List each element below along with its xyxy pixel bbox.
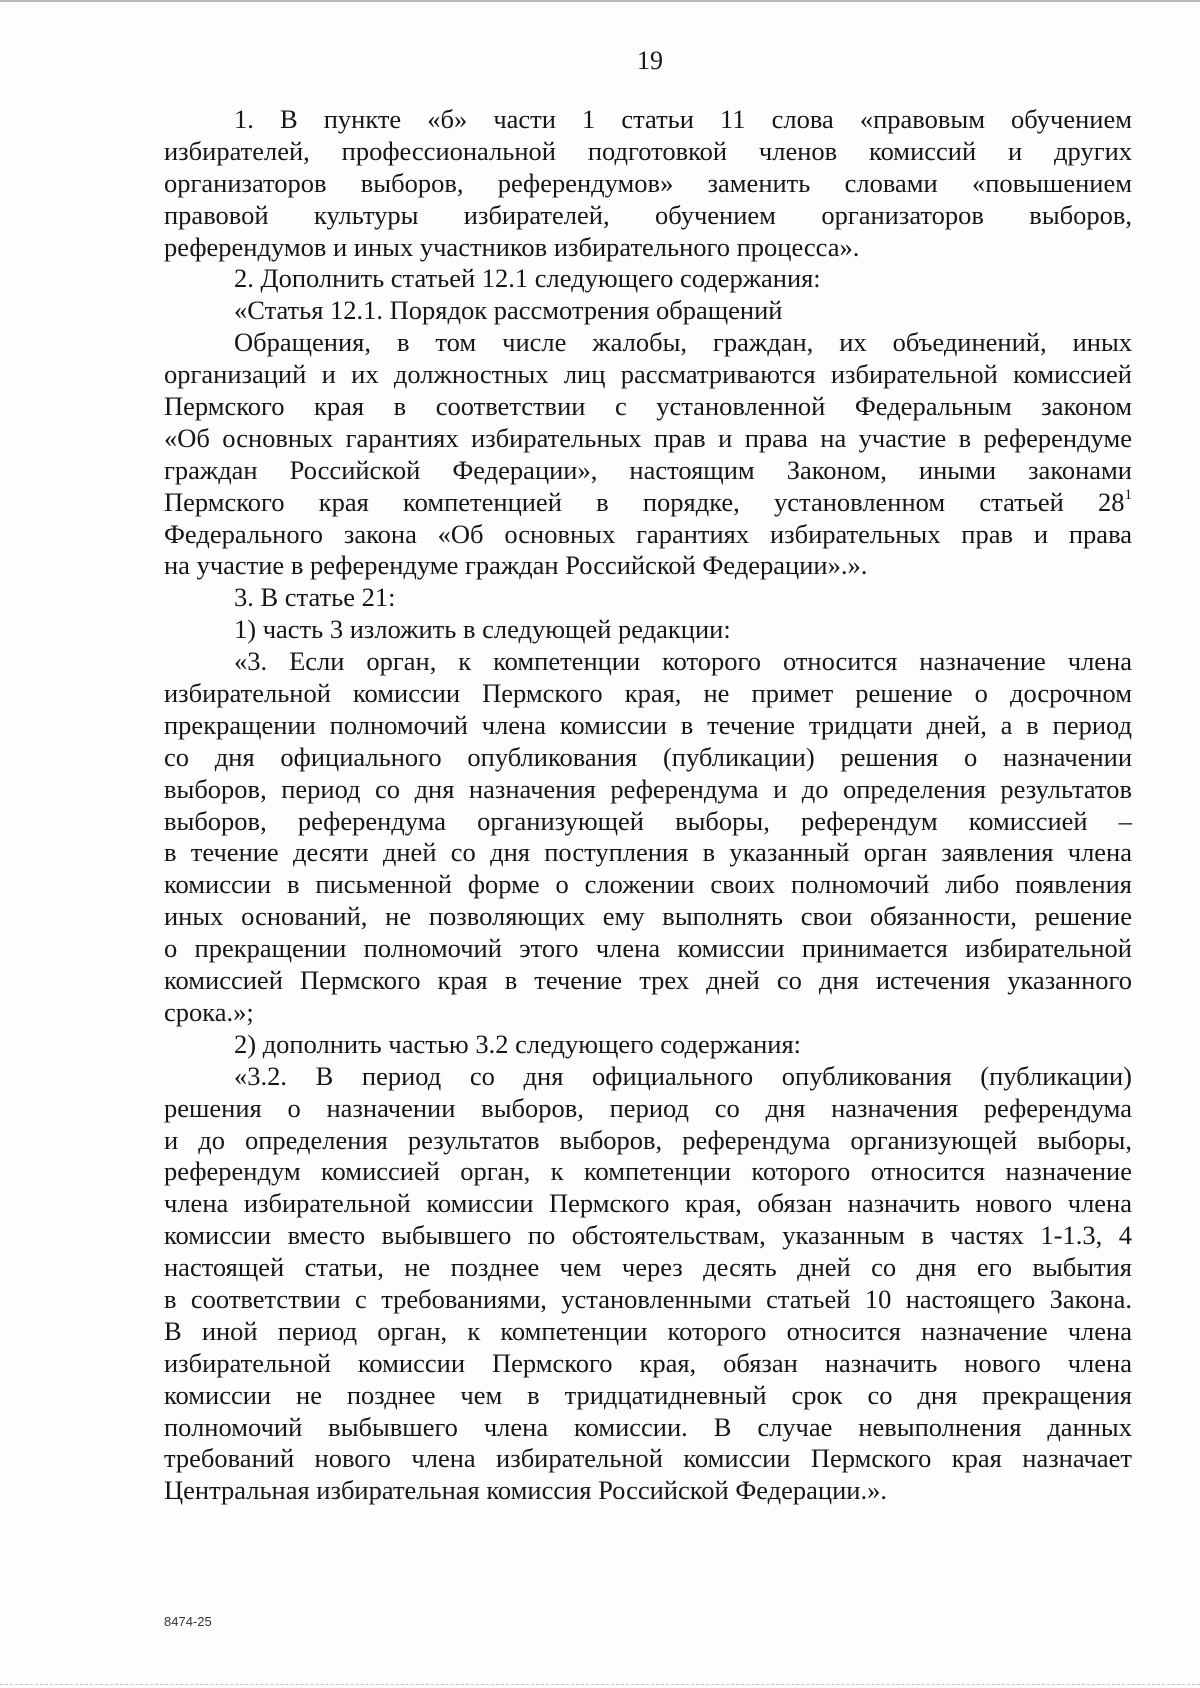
text-line xyxy=(164,582,1132,614)
text-line xyxy=(164,1316,1132,1348)
text-line xyxy=(164,646,1132,678)
text-line xyxy=(164,678,1132,710)
paragraph-item-2 xyxy=(164,263,1132,295)
line-text: в соответствии с требованиями, установленными статьей 10 настоящего Закона. xyxy=(164,1283,1132,1314)
line-text: Пермского края в соответствии с установленной Федеральным законом xyxy=(164,391,1132,422)
paragraph-part-3-text xyxy=(164,646,1132,1029)
text-line xyxy=(164,1443,1132,1475)
document-code: 8474-25 xyxy=(164,1614,212,1629)
text-line xyxy=(164,550,1132,582)
line-text: полномочий выбывшего члена комиссии. В случае невыполнения данных xyxy=(164,1411,1132,1442)
line-text: Обращения, в том числе жалобы, граждан, их объединений, иных xyxy=(234,327,1132,358)
text-line xyxy=(164,1029,1132,1061)
text-line xyxy=(164,423,1132,455)
line-text: выборов, период со дня назначения референдума и до определения результатов xyxy=(164,773,1132,804)
line-text: «3.2. В период со дня официального опубликования (публикации) xyxy=(234,1060,1132,1091)
text-line xyxy=(164,869,1132,901)
text-line xyxy=(164,1412,1132,1444)
page-number: 19 xyxy=(637,46,663,75)
line-text: избирательной комиссии Пермского края, обязан назначить нового члена xyxy=(164,1347,1132,1378)
text-line xyxy=(164,901,1132,933)
superscript-mark: 1 xyxy=(1124,486,1132,503)
line-text: настоящей статьи, не позднее чем через десять дней со дня его выбытия xyxy=(164,1252,1132,1283)
line-text: референдумов и иных участников избирательного процесса». xyxy=(164,231,860,262)
line-text: 3. В статье 21: xyxy=(234,582,396,613)
line-text: граждан Российской Федерации», настоящим Законом, иными законами xyxy=(164,454,1132,485)
paragraph-item-1 xyxy=(164,104,1132,263)
line-text: 1) часть 3 изложить в следующей редакции: xyxy=(234,614,731,645)
text-line xyxy=(164,1348,1132,1380)
paragraph-article-12-1-body xyxy=(164,327,1132,582)
paragraph-subitem-2 xyxy=(164,1029,1132,1061)
line-text: комиссией Пермского края в течение трех дней со дня истечения указанного xyxy=(164,965,1132,996)
line-text: референдум комиссией орган, к компетенции которого относится назначение xyxy=(164,1156,1132,1187)
text-line xyxy=(164,295,1132,327)
text-line xyxy=(164,933,1132,965)
text-line xyxy=(164,1475,1132,1507)
paragraph-item-3 xyxy=(164,582,1132,614)
line-text: комиссии не позднее чем в тридцатидневный срок со дня прекращения xyxy=(164,1379,1132,1410)
line-text: избирательной комиссии Пермского края, не примет решение о досрочном xyxy=(164,678,1132,709)
text-line xyxy=(164,1188,1132,1220)
line-text: 2. Дополнить статьей 12.1 следующего содержания: xyxy=(234,263,821,294)
text-line xyxy=(164,263,1132,295)
text-line xyxy=(164,1380,1132,1412)
line-text: со дня официального опубликования (публикации) решения о назначении xyxy=(164,741,1132,772)
text-line xyxy=(164,742,1132,774)
text-line xyxy=(164,774,1132,806)
line-text: Федерального закона «Об основных гарантиях избирательных прав и права xyxy=(164,518,1132,549)
line-text: комиссии вместо выбывшего по обстоятельствам, указанным в частях 1-1.3, 4 xyxy=(164,1220,1132,1251)
line-text: «3. Если орган, к компетенции которого относится назначение члена xyxy=(234,646,1132,677)
text-line xyxy=(164,327,1132,359)
text-line xyxy=(164,614,1132,646)
scan-edge-bottom xyxy=(0,1684,1200,1687)
paragraph-part-3-2-text xyxy=(164,1061,1132,1507)
line-text: в течение десяти дней со дня поступления в указанный орган заявления члена xyxy=(164,837,1132,868)
line-text: В иной период орган, к компетенции которого относится назначение члена xyxy=(164,1315,1132,1346)
line-text: 2) дополнить частью 3.2 следующего содержания: xyxy=(234,1028,801,1059)
line-text: организаторов выборов, референдумов» заменить словами «повышением xyxy=(164,167,1132,198)
text-line xyxy=(164,519,1132,551)
line-text: выборов, референдума организующей выборы, референдум комиссией – xyxy=(164,805,1132,836)
text-line xyxy=(164,965,1132,997)
line-text: Центральная избирательная комиссия Российской Федерации.». xyxy=(164,1475,887,1506)
text-line xyxy=(164,104,1132,136)
text-line xyxy=(164,487,1132,519)
text-line xyxy=(164,997,1132,1029)
text-line xyxy=(164,168,1132,200)
line-text: 1. В пункте «б» части 1 статьи 11 слова «правовым обучением xyxy=(234,104,1132,134)
text-line xyxy=(164,391,1132,423)
text-line xyxy=(164,359,1132,391)
text-line xyxy=(164,837,1132,869)
line-text: Пермского края компетенцией в порядке, установленном статьей 28 xyxy=(164,486,1125,517)
text-line xyxy=(164,232,1132,264)
line-text: члена избирательной комиссии Пермского края, обязан назначить нового члена xyxy=(164,1188,1132,1219)
text-line xyxy=(164,1284,1132,1316)
line-text: срока.»; xyxy=(164,996,254,1027)
line-text: комиссии в письменной форме о сложении своих полномочий либо появления xyxy=(164,869,1132,900)
line-text: прекращении полномочий члена комиссии в течение тридцати дней, а в период xyxy=(164,709,1132,740)
line-text: избирателей, профессиональной подготовкой членов комиссий и других xyxy=(164,135,1132,166)
document-body xyxy=(164,104,1132,1507)
text-line xyxy=(164,136,1132,168)
line-text: о прекращении полномочий этого члена комиссии принимается избирательной xyxy=(164,933,1132,964)
text-line xyxy=(164,200,1132,232)
text-line xyxy=(164,1061,1132,1093)
scan-edge-top xyxy=(0,0,1200,2)
line-text: «Статья 12.1. Порядок рассмотрения обращений xyxy=(234,295,783,326)
line-text: организаций и их должностных лиц рассматриваются избирательной комиссией xyxy=(164,359,1132,390)
text-line xyxy=(164,455,1132,487)
paragraph-article-12-1-title xyxy=(164,295,1132,327)
line-text: правовой культуры избирателей, обучением организаторов выборов, xyxy=(164,199,1132,230)
text-line xyxy=(164,710,1132,742)
text-line xyxy=(164,1220,1132,1252)
line-text: требований нового члена избирательной комиссии Пермского края назначает xyxy=(164,1443,1132,1474)
paragraph-subitem-1 xyxy=(164,614,1132,646)
text-line xyxy=(164,1125,1132,1157)
text-line xyxy=(164,806,1132,838)
line-text: решения о назначении выборов, период со дня назначения референдума xyxy=(164,1092,1132,1123)
text-line xyxy=(164,1156,1132,1188)
line-text: «Об основных гарантиях избирательных прав и права на участие в референдуме xyxy=(164,422,1132,453)
line-text: на участие в референдуме граждан Российской Федерации».». xyxy=(164,550,868,581)
text-line xyxy=(164,1093,1132,1125)
line-text: иных оснований, не позволяющих ему выполнять свои обязанности, решение xyxy=(164,901,1132,932)
line-text: и до определения результатов выборов, референдума организующей выборы, xyxy=(164,1124,1132,1155)
text-line xyxy=(164,1252,1132,1284)
